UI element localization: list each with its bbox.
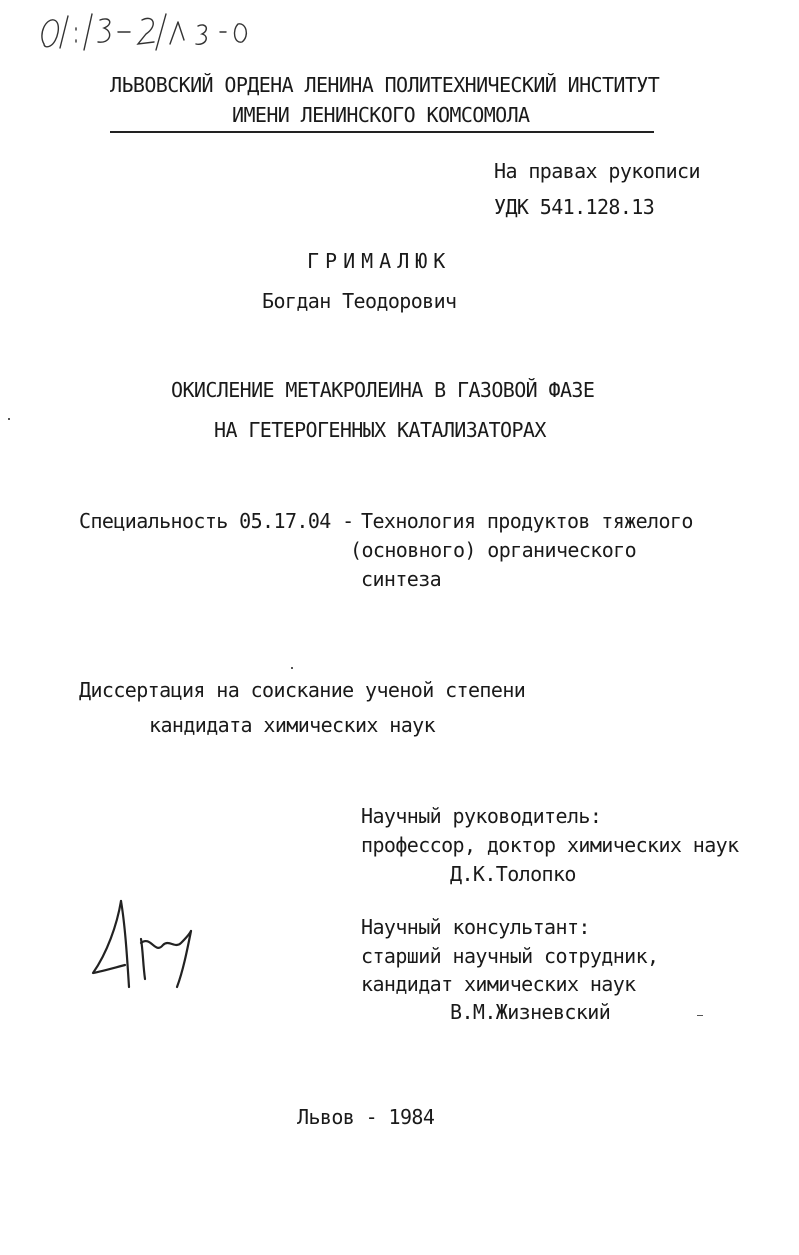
dissertation-title-line1: ОКИСЛЕНИЕ МЕТАКРОЛЕИНА В ГАЗОВОЙ ФАЗЕ [171,378,595,402]
paper-speck [697,1015,703,1016]
institute-name-line1: ЛЬВОВСКИЙ ОРДЕНА ЛЕНИНА ПОЛИТЕХНИЧЕСКИЙ ИНСТИТУТ [110,73,660,97]
specialty-description-line3: синтеза [361,567,442,591]
consultant-position-line1: старший научный сотрудник, [361,944,659,968]
specialty-description-line1: Технология продуктов тяжелого [361,509,693,533]
udk-code: УДК 541.128.13 [494,195,655,219]
manuscript-rights-note: На правах рукописи [494,159,700,183]
author-surname: ГРИМАЛЮК [307,249,452,273]
degree-statement-line2: кандидата химических наук [149,713,436,737]
paper-speck [8,418,10,420]
specialty-description-line2: (основного) органического [350,538,637,562]
specialty-label: Специальность 05.17.04 - [79,509,354,533]
consultant-name: В.М.Жизневский [450,1000,611,1024]
paper-speck [291,667,293,669]
handwritten-signature [85,895,205,995]
consultant-label: Научный консультант: [361,915,590,939]
author-full-name: Богдан Теодорович [262,289,457,313]
consultant-position-line2: кандидат химических наук [361,972,636,996]
header-divider [110,131,654,133]
supervisor-name: Д.К.Толопко [450,862,576,886]
archive-handwritten-mark [38,6,308,66]
dissertation-title-line2: НА ГЕТЕРОГЕННЫХ КАТАЛИЗАТОРАХ [214,418,546,442]
city-and-year: Львов - 1984 [297,1105,435,1129]
institute-name-line2: ИМЕНИ ЛЕНИНСКОГО КОМСОМОЛА [232,103,530,127]
supervisor-position: профессор, доктор химических наук [361,833,739,857]
supervisor-label: Научный руководитель: [361,804,602,828]
degree-statement-line1: Диссертация на соискание ученой степени [79,678,526,702]
